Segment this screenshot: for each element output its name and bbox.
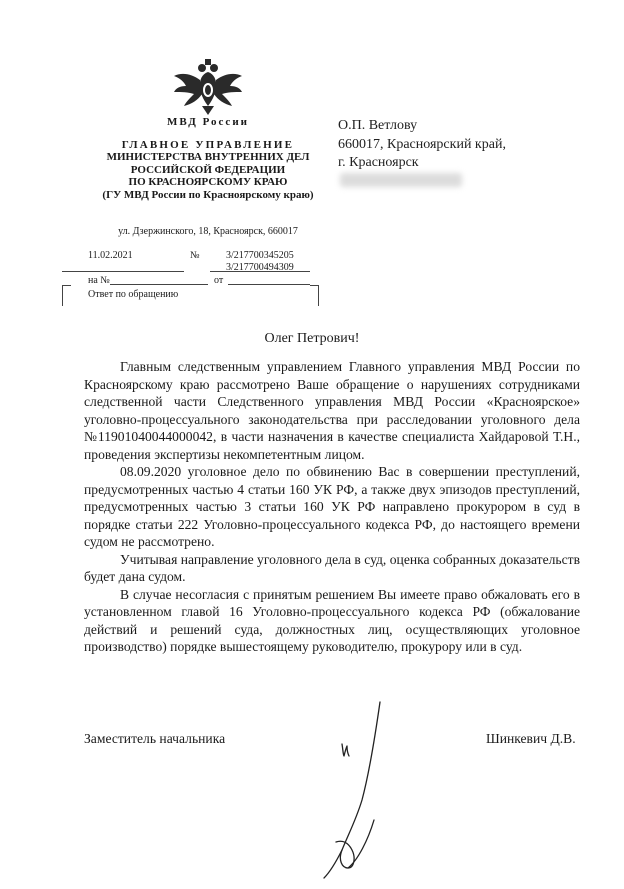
recipient-line-3: г. Красноярск [338,155,419,170]
org-line-5: (ГУ МВД России по Красноярскому краю) [102,188,314,201]
redacted-address-line [340,173,462,187]
recipient-line-1: О.П. Ветлову [338,118,418,133]
registration-number-2: 3/217700494309 [226,262,294,273]
letter-body [84,358,580,656]
org-line-1: ГЛАВНОЕ УПРАВЛЕНИЕ [121,139,295,151]
number-underline [210,271,310,272]
reference-number-underline [110,284,208,285]
letter-subject: Ответ по обращению [88,289,179,300]
greeting: Олег Петрович! [264,331,360,346]
body-paragraph-3: Учитывая направление уголовного дела в суд, оценка собранных доказательств будет дана судом. [84,551,580,584]
date-underline [62,271,184,272]
signer-name: Шинкевич Д.В. [486,731,576,746]
subject-bracket-right [310,285,319,306]
org-short-name: МВД России [166,116,249,128]
org-line-4: ПО КРАСНОЯРСКОМУ КРАЮ [128,176,288,189]
org-name-block [62,139,354,201]
org-line-2: МИНИСТЕРСТВА ВНУТРЕННИХ ДЕЛ [106,151,310,164]
recipient-line-2: 660017, Красноярский край, [338,136,506,152]
org-address: ул. Дзержинского, 18, Красноярск, 660017 [118,226,298,237]
subject-bracket-left [62,285,71,306]
recipient-address [338,117,506,173]
signer-position: Заместитель начальника [84,731,226,746]
reference-from-label: от [214,275,224,286]
double-headed-eagle-emblem-icon [172,58,244,116]
handwritten-signature-icon [318,700,398,880]
registration-number-1: 3/217700345205 [226,250,294,261]
body-paragraph-1: Главным следственным управлением Главного управления МВД России по Красноярскому краю рассмотрено Ваше обращение о нарушениях сотрудниками следственной части Следственного управления МВД России «Красноярское» уголовно-процессуального законодательства при расследовании уголовного дела №11901040044000042, в части назначения в качестве специалиста Хайдаровой Т.Н., проведения экспертизы некомпетентным лицом. [84,359,580,462]
body-paragraph-4: В случае несогласия с принятым решением Вы имеете право обжаловать его в установленном главой 16 Уголовно-процессуального кодекса РФ (обжалование действий и решений суда, должностных лиц, осуществляющих уголовное производство) порядке вышестоящему руководителю, прокурору или в суд. [84,586,580,654]
body-paragraph-2: 08.09.2020 уголовное дело по обвинению Вас в совершении преступлений, предусмотренных частью 4 статьи 160 УК РФ, а также двух эпизодов преступлений, предусмотренных частью 3 статьи 160 УК РФ направлено прокурором в суд в порядке статьи 222 Уголовно-процессуального кодекса РФ, до настоящего времени судом не рассмотрено. [84,464,580,549]
org-line-3: РОССИЙСКОЙ ФЕДЕРАЦИИ [130,163,286,176]
reference-number-label: на № [88,275,110,286]
registration-date: 11.02.2021 [88,250,133,261]
registration-number-sign: № [190,250,200,261]
reference-from-underline [228,284,310,285]
